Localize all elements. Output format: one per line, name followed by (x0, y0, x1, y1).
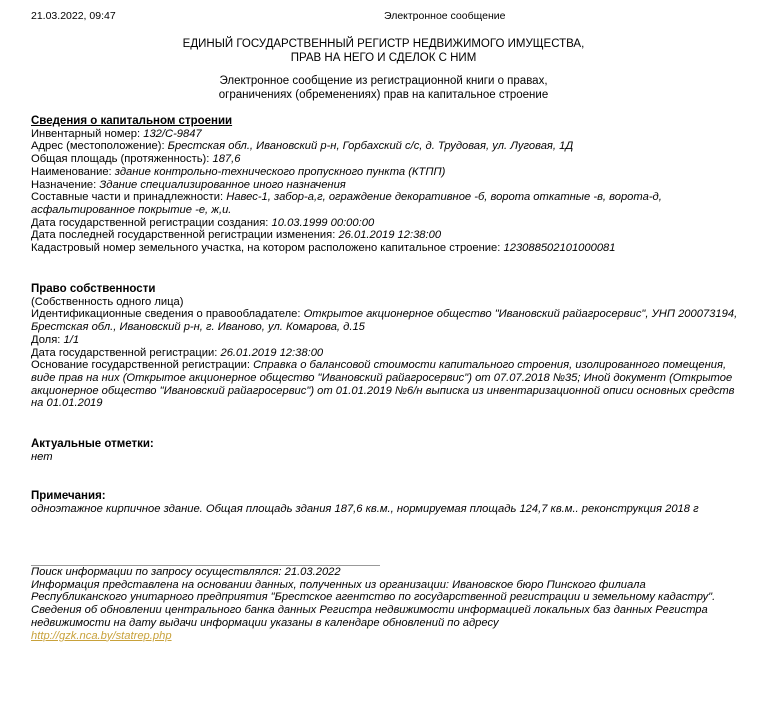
share-value: 1/1 (63, 333, 80, 346)
basis-value: Справка о балансовой стоимости капитального строения, изолированного помещения, виде прав на них (Открытое акционерное общество "Ивановский райагросервис") от 07.07.2018 №35; Иной документ (Открытое акционерное общество "Ивановский райагросервис") от 01.01.2019 №6/н выписка из инвентаризационной описи основных средств на 01.01.2019 (31, 359, 735, 410)
registration-date-row (31, 347, 743, 360)
holder-row (31, 308, 743, 333)
creation-date-row (31, 217, 743, 230)
footer (31, 566, 743, 642)
creation-date-value: 10.03.1999 00:00:00 (271, 216, 375, 229)
purpose-row (31, 179, 743, 192)
registry-title-line: ЕДИНЫЙ ГОСУДАРСТВЕННЫЙ РЕГИСТР НЕДВИЖИМОГО ИМУЩЕСТВА, (182, 38, 585, 50)
ownership-subtitle: (Собственность одного лица) (31, 295, 184, 308)
notes-title: Примечания: (31, 490, 106, 502)
area-value: 187,6 (212, 153, 241, 166)
print-title: Электронное сообщение (384, 10, 506, 22)
last-change-row (31, 229, 743, 242)
cadastral-value: 123088502101000081 (503, 242, 616, 255)
area-row (31, 153, 743, 166)
source-info: Информация представлена на основании данных, полученных из организации: Ивановское бюро Пинского филиала Республиканского унитарного предприятия "Брестское агентство по государственной регистрации и земельному кадастру". (31, 578, 716, 604)
purpose-value: Здание специализированное иного назначения (99, 178, 346, 191)
last-change-label: Дата последней государственной регистрации изменения: (31, 229, 339, 242)
basis-row (31, 359, 743, 410)
registration-date-label: Дата государственной регистрации: (31, 346, 221, 359)
actual-marks-value: нет (31, 450, 53, 463)
inventory-number-row (31, 128, 743, 141)
purpose-label: Назначение: (31, 178, 100, 191)
share-label: Доля: (31, 333, 64, 346)
parts-value: Навес-1, забор-а,г, ограждение декоративное -б, ворота откатные -в, ворота-д, асфальтированное покрытие -е, ж,и. (31, 191, 662, 216)
update-info: Сведения об обновлении центрального банка данных Регистра недвижимости информацией локальных баз данных Регистра недвижимости на дату выдачи информации указаны в календаре обновлений по адресу (31, 604, 708, 629)
name-label: Наименование: (31, 165, 115, 178)
building-section (31, 115, 743, 255)
parts-label: Составные части и принадлежности: (31, 191, 227, 204)
inventory-value: 132/С-9847 (143, 127, 202, 140)
message-description-line: ограничениях (обременениях) прав на капитальное строение (218, 89, 549, 101)
holder-label: Идентификационные сведения о правообладателе: (31, 308, 304, 321)
name-value: здание контрольно-технического пропускного пункта (КТПП) (114, 165, 446, 178)
address-row (31, 140, 743, 153)
message-description (0, 74, 767, 102)
registry-title-line: ПРАВ НА НЕГО И СДЕЛОК С НИМ (290, 52, 477, 64)
cadastral-label: Кадастровый номер земельного участка, на котором расположено капитальное строение: (31, 242, 504, 255)
basis-label: Основание государственной регистрации: (31, 359, 254, 372)
last-change-value: 26.01.2019 12:38:00 (338, 229, 442, 242)
building-section-title: Сведения о капитальном строении (31, 115, 233, 127)
parts-row (31, 191, 743, 216)
actual-marks-title: Актуальные отметки: (31, 438, 154, 450)
inventory-label: Инвентарный номер: (31, 127, 144, 140)
creation-date-label: Дата государственной регистрации создания: (31, 216, 272, 229)
actual-marks-section (31, 438, 743, 463)
message-description-line: Электронное сообщение из регистрационной книги о правах, (219, 75, 548, 87)
name-row (31, 166, 743, 179)
address-value: Брестская обл., Ивановский р-н, Горбахский с/с, д. Трудовая, ул. Луговая, 1Д (167, 140, 574, 153)
ownership-section-title: Право собственности (31, 283, 156, 295)
print-date: 21.03.2022, 09:47 (31, 10, 116, 22)
cadastral-row (31, 242, 743, 255)
ownership-section (31, 283, 743, 410)
address-label: Адрес (местоположение): (31, 140, 168, 153)
registration-date-value: 26.01.2019 12:38:00 (220, 346, 324, 359)
notes-section (31, 490, 743, 515)
search-info: Поиск информации по запросу осуществлялся: 21.03.2022 (31, 566, 341, 578)
holder-value: Открытое акционерное общество "Ивановский райагросервис", УНП 200073194, Брестская обл., Ивановский р-н, г. Иваново, ул. Комарова, д.15 (31, 308, 738, 334)
statrep-link[interactable]: http://gzk.nca.by/statrep.php (31, 629, 172, 642)
share-row (31, 334, 743, 347)
area-label: Общая площадь (протяженность): (31, 153, 213, 166)
notes-value: одноэтажное кирпичное здание. Общая площадь здания 187,6 кв.м., нормируемая площадь 124,7 кв.м.. реконструкция 2018 г (31, 502, 699, 515)
registry-title (0, 37, 767, 65)
